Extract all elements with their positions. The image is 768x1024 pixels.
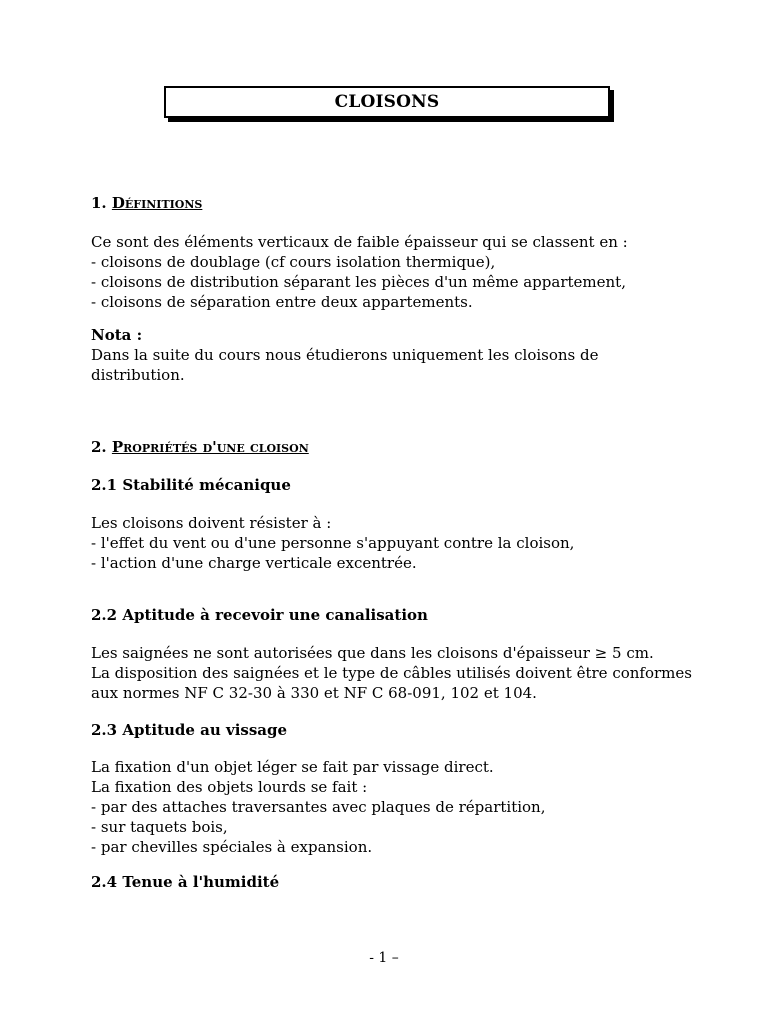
subsection-2-2-body bbox=[91, 643, 692, 703]
section2-number: 2. bbox=[91, 438, 112, 456]
paragraph-line: aux normes NF C 32-30 à 330 et NF C 68-091, 102 et 104. bbox=[91, 684, 537, 702]
subsection-2-4-title: 2.4 Tenue à l'humidité bbox=[91, 873, 280, 891]
paragraph-line: - l'effet du vent ou d'une personne s'appuyant contre la cloison, bbox=[91, 534, 575, 552]
nota-label: Nota : bbox=[91, 326, 143, 344]
paragraph-line: Les saignées ne sont autorisées que dans les cloisons d'épaisseur ≥ 5 cm. bbox=[91, 644, 654, 662]
subsection-2-1-title: 2.1 Stabilité mécanique bbox=[91, 476, 291, 494]
section1-body bbox=[91, 232, 628, 312]
paragraph-line: - l'action d'une charge verticale excentrée. bbox=[91, 554, 417, 572]
paragraph-line: Les cloisons doivent résister à : bbox=[91, 514, 332, 532]
subsection-2-3-title: 2.3 Aptitude au vissage bbox=[91, 721, 288, 739]
page-number: - 1 – bbox=[369, 950, 399, 966]
section1-intro: Ce sont des éléments verticaux de faible épaisseur qui se classent en : bbox=[91, 233, 628, 251]
section2-heading bbox=[91, 437, 309, 457]
section1-item: - cloisons de séparation entre deux appartements. bbox=[91, 293, 473, 311]
section1-item: - cloisons de doublage (cf cours isolation thermique), bbox=[91, 253, 496, 271]
paragraph-line: La disposition des saignées et le type de câbles utilisés doivent être conformes bbox=[91, 664, 692, 682]
paragraph-line: - par chevilles spéciales à expansion. bbox=[91, 838, 373, 856]
paragraph-line: - sur taquets bois, bbox=[91, 818, 228, 836]
section1-item: - cloisons de distribution séparant les pièces d'un même appartement, bbox=[91, 273, 626, 291]
subsection-2-2-title: 2.2 Aptitude à recevoir une canalisation bbox=[91, 606, 428, 624]
subsection-2-1-body bbox=[91, 513, 574, 573]
nota-line: Dans la suite du cours nous étudierons uniquement les cloisons de bbox=[91, 346, 599, 364]
nota-line: distribution. bbox=[91, 366, 185, 384]
subsection-2-3-body bbox=[91, 757, 545, 857]
page-title: CLOISONS bbox=[334, 92, 440, 112]
section1-heading bbox=[91, 193, 202, 213]
section1-number: 1. bbox=[91, 194, 112, 212]
nota-block bbox=[91, 325, 599, 385]
paragraph-line: - par des attaches traversantes avec plaques de répartition, bbox=[91, 798, 546, 816]
title-box bbox=[164, 86, 610, 118]
paragraph-line: La fixation des objets lourds se fait : bbox=[91, 778, 368, 796]
section2-title: Propriétés d'une cloison bbox=[111, 438, 309, 456]
section1-title: Définitions bbox=[111, 194, 203, 212]
paragraph-line: La fixation d'un objet léger se fait par vissage direct. bbox=[91, 758, 494, 776]
